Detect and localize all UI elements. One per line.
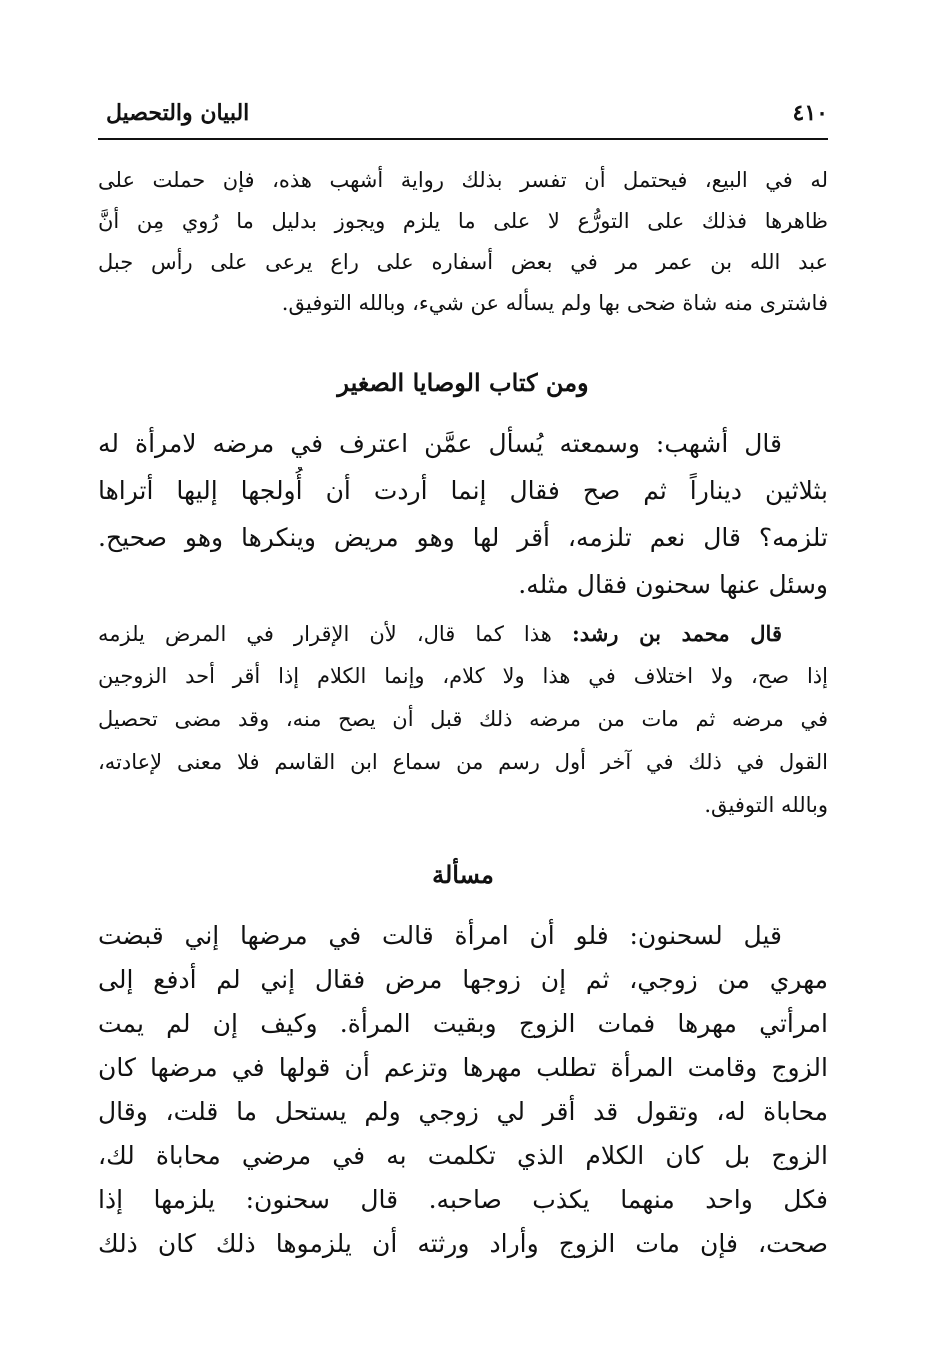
question-paragraph: [98, 420, 828, 608]
page-number: ٤١٠: [792, 100, 828, 126]
text-line: إذا صح، ولا اختلاف في هذا ولا كلام، وإنما الكلام إذا أقر أحد الزوجين: [98, 664, 828, 688]
text-line: الزوج بل كان الكلام الذي تكلمت به في مرضي محاباة لك،: [98, 1141, 828, 1170]
section-heading: مسألة: [432, 860, 494, 889]
commentary-first-line: هذا كما قال، لأن الإقرار في المرض يلزمه: [98, 622, 552, 646]
text-line: امرأتي مهرها فمات الزوج وبقيت المرأة. وكيف إن لم يمت: [98, 1009, 828, 1038]
running-header: [98, 96, 828, 140]
text-line: [98, 612, 828, 655]
text-line: تلزمه؟ قال نعم تلزمه، أقر لها وهو مريض وينكرها وهو صحيح.: [98, 523, 828, 552]
book-title: البيان والتحصيل: [106, 100, 250, 126]
commentary-speaker: قال محمد بن رشد:: [571, 621, 782, 646]
text-line: قيل لسحنون: فلو أن امرأة قالت في مرضها إني قبضت: [98, 921, 782, 950]
text-line: بثلاثين ديناراً ثم صح فقال إنما أردت أن أُولجها إليها أتراها: [98, 476, 828, 505]
text-line: محاباة له، وتقول قد أقر لي زوجي ولم يستحل ما قلت، وقال: [98, 1097, 828, 1126]
text-line: فكل واحد منهما يكذب صاحبه. قال سحنون: يلزمها إذا: [98, 1185, 828, 1214]
text-line: وبالله التوفيق.: [704, 793, 828, 817]
text-line: في مرضه ثم مات من مرضه ذلك قبل أن يصح منه، وقد مضى تحصيل: [98, 707, 828, 731]
text-line: مهري من زوجي، ثم إن زوجها مرض فقال إني لم أدفع إلى: [98, 965, 828, 994]
text-line: قال أشهب: وسمعته يُسأل عمَّن اعترف في مرضه لامرأة له: [98, 429, 782, 458]
text-line: عبد الله بن عمر مر في بعض أسفاره على راع يرعى على رأس جبل: [98, 250, 828, 274]
section-heading: ومن كتاب الوصايا الصغير: [337, 368, 589, 397]
text-line: صحت، فإن مات الزوج وأراد ورثته أن يلزموها ذلك كان ذلك: [98, 1229, 828, 1258]
text-line: الزوج وقامت المرأة تطلب مهرها وتزعم أن قولها في مرضها كان: [98, 1053, 828, 1082]
question-paragraph: [98, 914, 828, 1266]
text-line: له في البيع، فيحتمل أن تفسر بذلك رواية أشهب هذه، فإن حملت على: [98, 168, 828, 192]
commentary-paragraph: [98, 612, 828, 827]
text-line: وسئل عنها سحنون فقال مثله.: [518, 570, 828, 599]
intro-paragraph: [98, 160, 828, 324]
text-line: ظاهرها فذلك على التورُّع لا على ما يلزم ويجوز بدليل ما رُوي مِن أنَّ: [98, 209, 828, 233]
header-rule: [98, 138, 828, 140]
text-line: القول في ذلك في آخر أول رسم من سماع ابن القاسم فلا معنى لإعادته،: [98, 750, 828, 774]
text-line: فاشترى منه شاة ضحى بها ولم يسأله عن شيء، وبالله التوفيق.: [281, 291, 828, 315]
